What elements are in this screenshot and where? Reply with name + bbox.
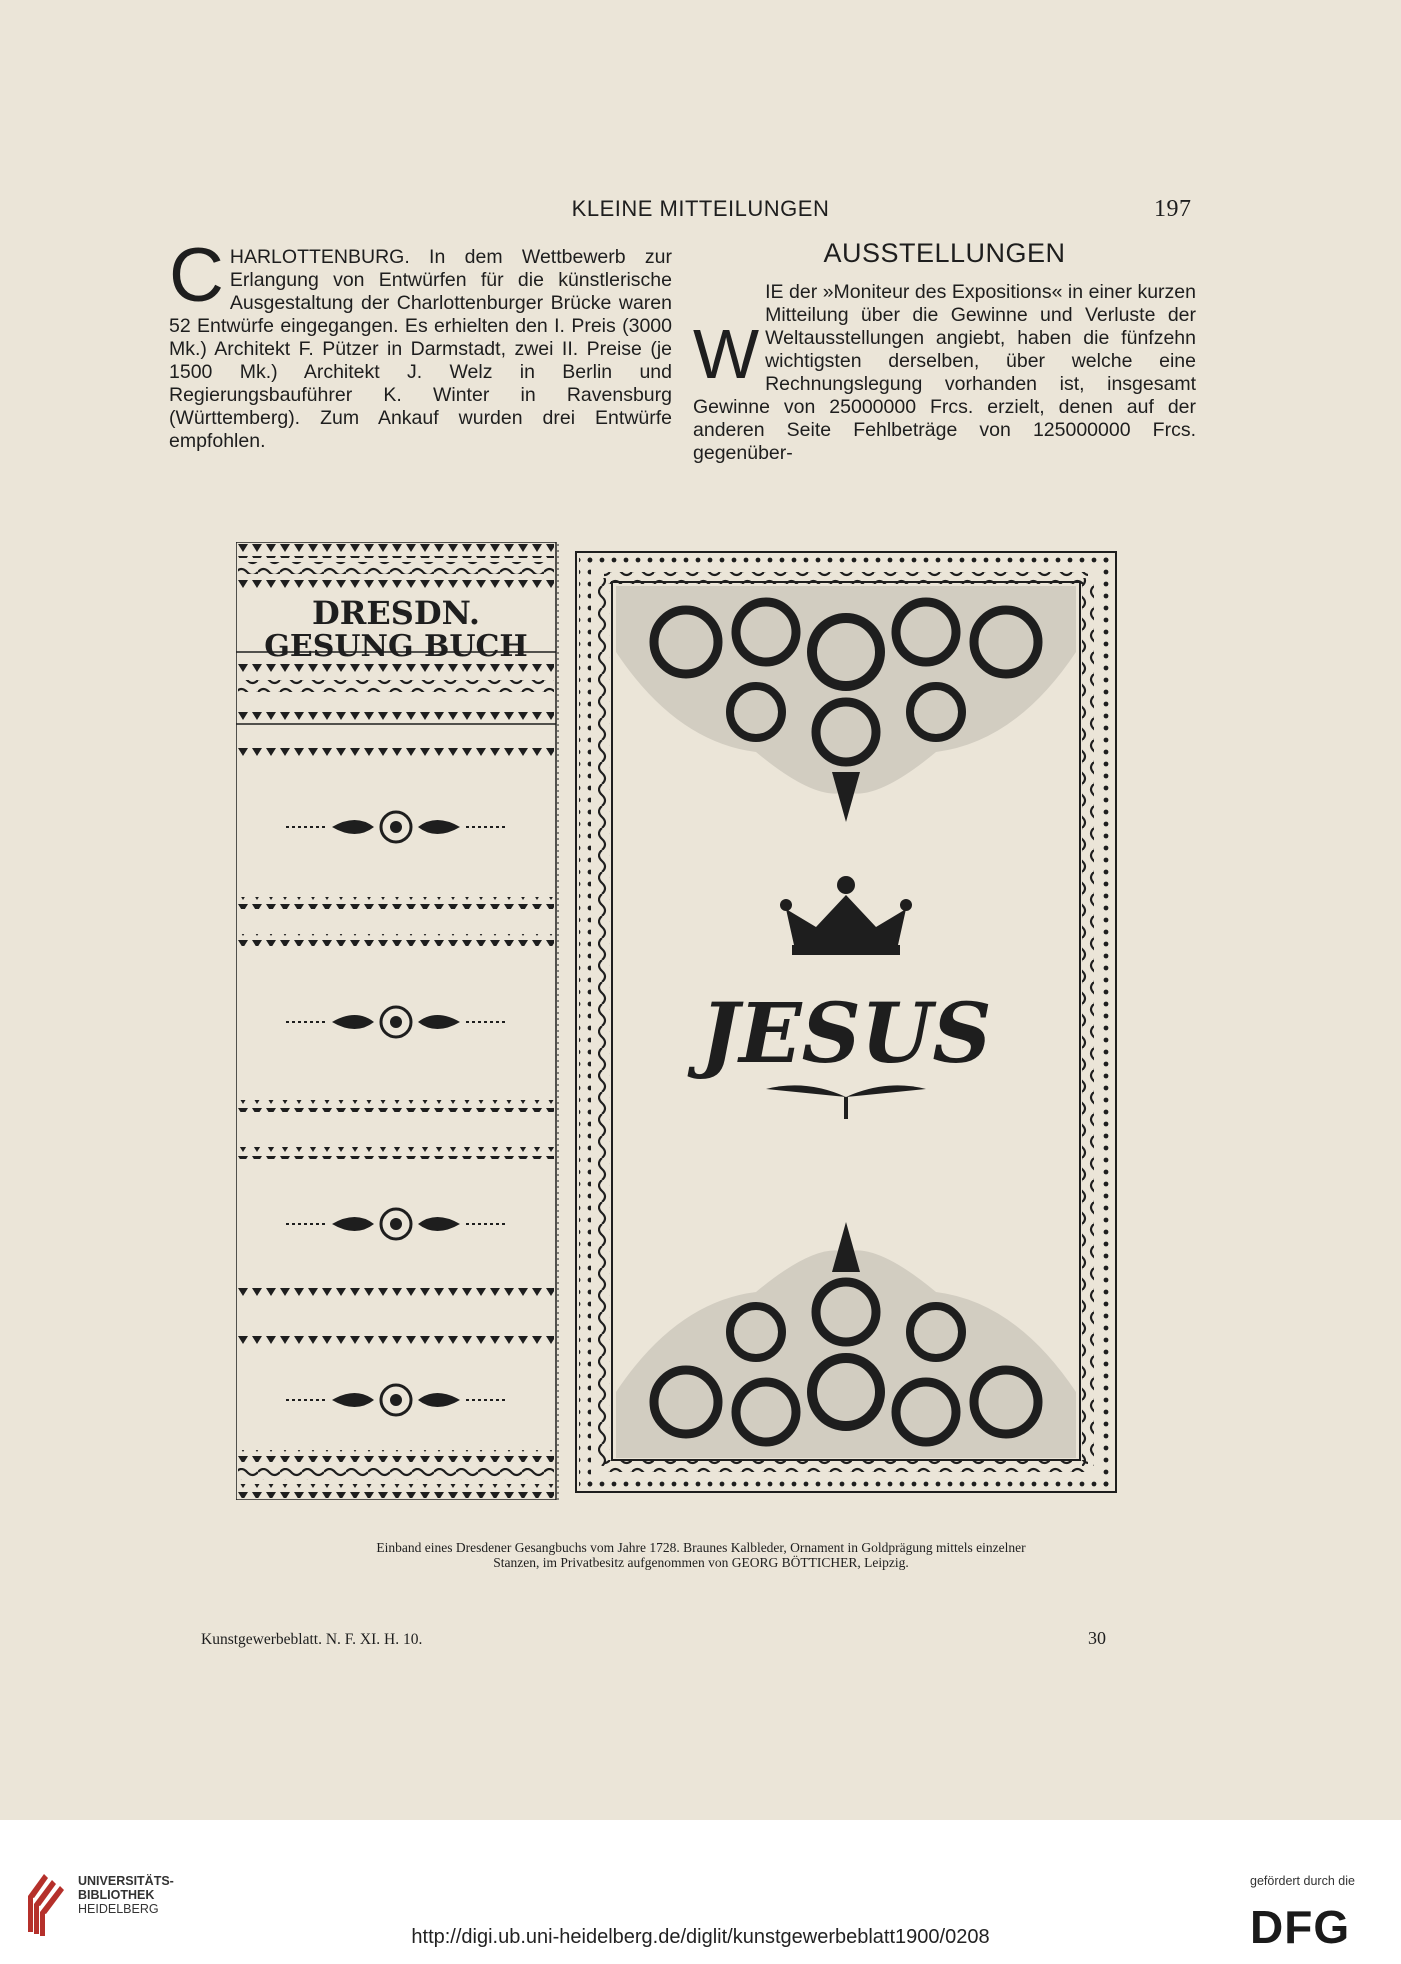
figure-caption <box>240 1540 1162 1570</box>
library-line-1: UNIVERSITÄTS- <box>78 1874 174 1888</box>
dfg-logo: DFG <box>1250 1901 1351 1953</box>
spine-rosette-1 <box>286 812 506 842</box>
bottom-ornament <box>616 1222 1076 1458</box>
spine-rosette-3 <box>286 1209 506 1239</box>
left-column <box>169 233 672 453</box>
dropcap-w: W <box>693 315 760 393</box>
dropcap-c: C <box>169 233 224 318</box>
library-line-3: HEIDELBERG <box>78 1902 159 1916</box>
right-column-paragraph: IE der »Moniteur des Expositions« in einer kurzen Mitteilung über die Gewinne und Verluste der Weltausstellungen angiebt, haben die fünfzehn wichtigsten derselben, über welche eine Rechnungslegung vorhanden ist, insgesamt Gewinne von 25000000 Frcs. erzielt, denen auf der anderen Seite Fehlbeträge von 125000000 Frcs. gegenüber- <box>693 281 1196 464</box>
monogram: JESUS <box>700 986 992 1082</box>
running-header-title: KLEINE MITTEILUNGEN <box>571 196 830 221</box>
crown-icon <box>780 876 912 955</box>
university-library-name <box>78 1874 174 1916</box>
source-url-link[interactable]: http://digi.ub.uni-heidelberg.de/diglit/kunstgewerbeblatt1900/0208 <box>411 1926 990 1948</box>
page-number: 197 <box>1154 196 1192 222</box>
spine-rosette-4 <box>286 1385 506 1415</box>
library-line-2: BIBLIOTHEK <box>78 1888 155 1902</box>
front-cover-panel <box>576 552 1116 1492</box>
caption-line-2: Stanzen, im Privatbesitz aufgenommen von GEORG BÖTTICHER, Leipzig. <box>493 1555 909 1570</box>
caption-line-1: Einband eines Dresdener Gesangbuchs vom Jahre 1728. Braunes Kalbleder, Ornament in Goldprägung mittels einzelner <box>376 1540 1026 1555</box>
palm-branch-icon <box>766 1085 926 1119</box>
footer-journal: Kunstgewerbeblatt. N. F. XI. H. 10. <box>201 1631 423 1648</box>
spine-title-line-1: DRESDN. <box>312 594 480 632</box>
funding-label: gefördert durch die <box>1250 1874 1355 1888</box>
top-ornament <box>616 586 1076 822</box>
section-heading: AUSSTELLUNGEN <box>823 238 1066 268</box>
spine-title-line-2: GESUNG BUCH <box>264 629 528 664</box>
book-binding-illustration <box>236 542 1131 1500</box>
spine-panel <box>236 542 556 1500</box>
spine-rosette-2 <box>286 1007 506 1037</box>
left-column-paragraph: HARLOTTENBURG. In dem Wettbewerb zur Erlangung von Entwürfen für die künstlerische Ausgestaltung der Charlottenburger Brücke waren 52 Entwürfe eingegangen. Es erhielten den I. Preis (3000 Mk.) Architekt F. Pützer in Darmstadt, zwei II. Preise (je 1500 Mk.) Architekt J. Welz in Berlin und Regierungsbauführer K. Winter in Ravensburg (Württemberg). Zum Ankauf wurden drei Entwürfe empfohlen. <box>169 246 672 452</box>
footer-signature: 30 <box>1088 1628 1106 1648</box>
right-column <box>693 238 1196 465</box>
